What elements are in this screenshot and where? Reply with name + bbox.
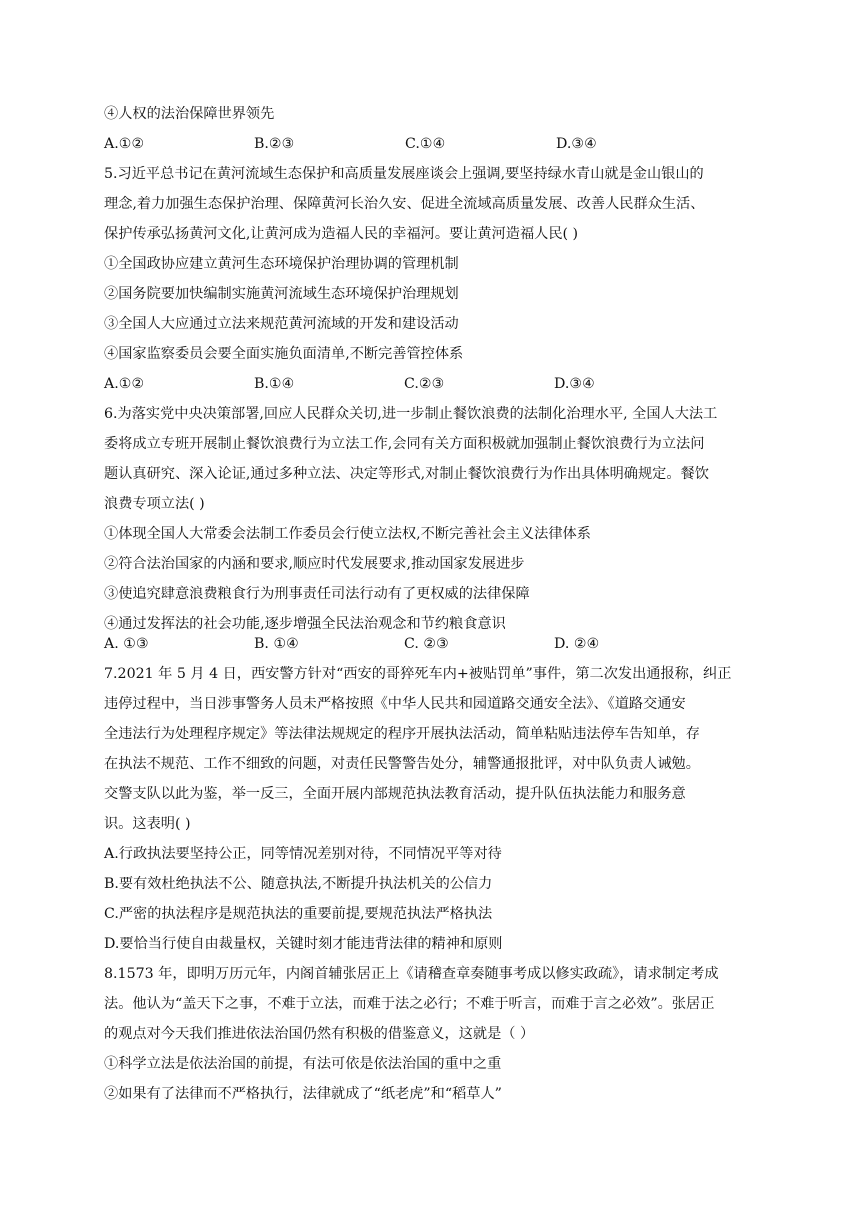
q6-item-3: ③使追究肆意浪费粮食行为刑事责任司法行动有了更权威的法律保障 (104, 586, 530, 602)
q7-option-a: A.行政执法要坚持公正，同等情况差别对待，不同情况平等对待 (104, 846, 502, 862)
q8-stem-line-3: 的观点对今天我们推进依法治国仍然有积极的借鉴意义，这就是（ ） (104, 1026, 535, 1042)
q6-item-1: ①体现全国人大常委会法制工作委员会行使立法权,不断完善社会主义法律体系 (104, 526, 591, 542)
q6-item-2: ②符合法治国家的内涵和要求,顺应时代发展要求,推动国家发展进步 (104, 556, 525, 572)
q7-stem-line-5: 交警支队以此为鉴，举一反三，全面开展内部规范执法教育活动，提升队伍执法能力和服务意 (104, 786, 686, 802)
q7-option-c: C.严密的执法程序是规范执法的重要前提,要规范执法严格执法 (104, 906, 493, 922)
q7-stem-line-4: 在执法不规范、工作不细致的问题，对责任民警警告处分，辅警通报批评，对中队负责人诫勉。 (104, 756, 700, 772)
q6-option-a: A. ①③ (104, 636, 149, 652)
q6-option-b: B. ①④ (254, 636, 299, 652)
q5-item-1: ①全国政协应建立黄河生态环境保护治理协调的管理机制 (104, 256, 459, 272)
q7-stem-line-1: 7.2021 年 5 月 4 日，西安警方针对“西安的哥猝死车内+被贴罚单”事件，第二次发出通报称，纠正 (104, 666, 732, 682)
q5-item-2: ②国务院要加快编制实施黄河流域生态环境保护治理规划 (104, 286, 459, 302)
q5-item-3: ③全国人大应通过立法来规范黄河流域的开发和建设活动 (104, 316, 459, 332)
q5-option-d: D.③④ (554, 376, 595, 392)
q6-stem-line-2: 委将成立专班开展制止餐饮浪费行为立法工作,会同有关方面积极就加强制止餐饮浪费行为立法问 (104, 436, 705, 452)
q6-stem-line-4: 浪费专项立法( ) (104, 496, 205, 512)
q7-stem-line-6: 识。这表明( ) (104, 816, 191, 832)
q4-option-d: D.③④ (556, 136, 597, 152)
q6-item-4: ④通过发挥法的社会功能,逐步增强全民法治观念和节约粮食意识 (104, 616, 506, 632)
q5-stem-line-2: 理念,着力加强生态保护治理、保障黄河长治久安、促进全流域高质量发展、改善人民群众生活、 (104, 196, 705, 212)
q7-stem-line-2: 违停过程中，当日涉事警务人员未严格按照《中华人民共和园道路交通安全法》、《道路交通安 (104, 696, 686, 712)
q7-option-d: D.要恰当行使自由裁量权，关键时刻才能违背法律的精神和原则 (104, 936, 503, 952)
q5-option-a: A.①② (104, 376, 145, 392)
q5-option-c: C.②③ (404, 376, 445, 392)
q5-option-b: B.①④ (254, 376, 295, 392)
q7-option-b: B.要有效杜绝执法不公、随意执法,不断提升执法机关的公信力 (104, 876, 493, 892)
q6-option-c: C. ②③ (404, 636, 449, 652)
q4-option-b: B.②③ (254, 136, 295, 152)
q6-stem-line-1: 6.为落实党中央决策部署,回应人民群众关切,进一步制止餐饮浪费的法制化治理水平, 全国人大法工 (104, 406, 718, 422)
q8-stem-line-1: 8.1573 年，即明万历元年，内阁首辅张居正上《请稽查章奏随事考成以修实政疏》，请求制定考成 (104, 966, 719, 982)
q6-option-d: D. ②④ (554, 636, 600, 652)
q6-stem-line-3: 题认真研究、深入论证,通过多种立法、决定等形式,对制止餐饮浪费行为作出具体明确规定。餐饮 (104, 466, 709, 482)
q4-option-a: A.①② (104, 136, 145, 152)
q5-item-4: ④国家监察委员会要全面实施负面清单,不断完善管控体系 (104, 346, 464, 362)
q5-stem-line-1: 5.习近平总书记在黄河流域生态保护和高质量发展座谈会上强调,要坚持绿水青山就是金山银山的 (104, 166, 704, 182)
q7-stem-line-3: 全违法行为处理程序规定》等法律法规规定的程序开展执法活动，简单粘贴违法停车告知单，存 (104, 726, 700, 742)
q4-option-c: C.①④ (405, 136, 446, 152)
q8-item-2: ②如果有了法律而不严格执行，法律就成了“纸老虎”和“稻草人” (104, 1086, 502, 1102)
q8-item-1: ①科学立法是依法治国的前提，有法可依是依法治国的重中之重 (104, 1056, 502, 1072)
q5-stem-line-3: 保护传承弘扬黄河文化,让黄河成为造福人民的幸福河。要让黄河造福人民( ) (104, 226, 579, 242)
q8-stem-line-2: 法。他认为“盖天下之事，不难于立法，而难于法之必行；不难于听言，而难于言之必效”。张居正 (104, 996, 715, 1012)
q4-item-4: ④人权的法治保障世界领先 (104, 106, 275, 122)
